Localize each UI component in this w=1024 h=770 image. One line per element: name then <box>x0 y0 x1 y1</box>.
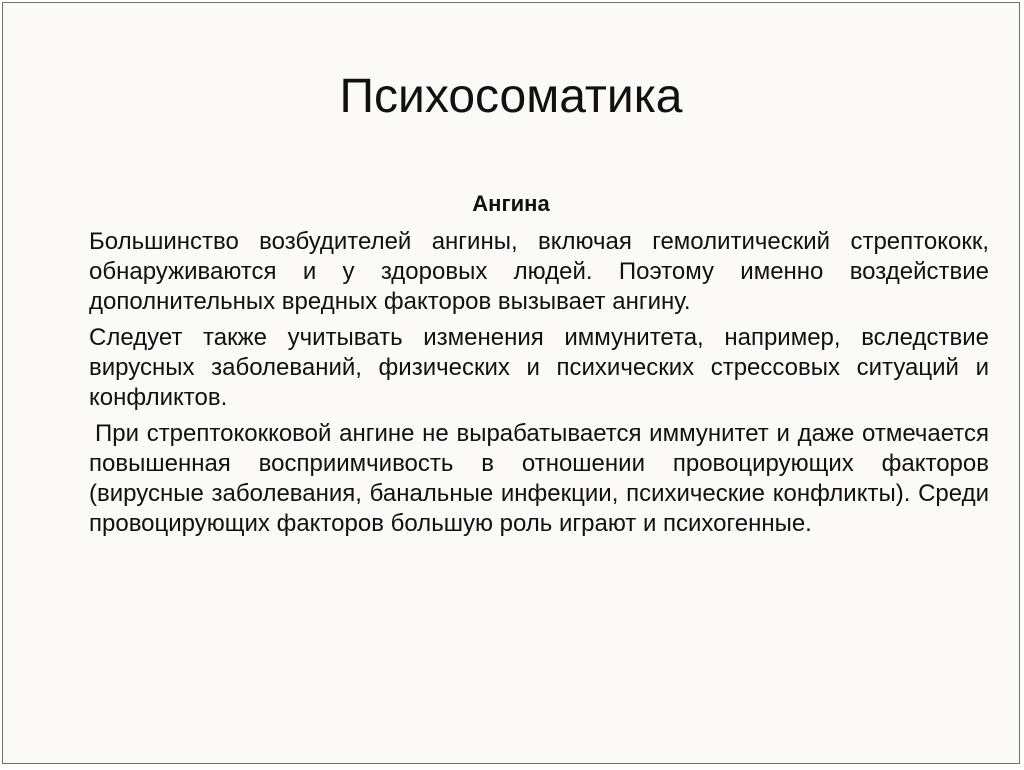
paragraph: При стрептококковой ангине не вырабатывается иммунитет и даже отмечается повышенная восприимчивость в отношении провоцирующих факторов (вирусные заболевания, банальные инфекции, психические конфликты). Среди провоцирующих факторов большую роль играют и психогенные. <box>89 420 989 537</box>
paragraph: Следует также учитывать изменения иммунитета, например, вследствие вирусных заболеваний, физических и психических стрессовых ситуаций и конфликтов. <box>89 324 989 411</box>
paragraph: Большинство возбудителей ангины, включая гемолитический стрептококк, обнаруживаются и у здоровых людей. Поэтому именно воздействие дополнительных вредных факторов вызывает ангину. <box>89 228 989 315</box>
slide <box>2 2 1020 764</box>
slide-body <box>89 227 989 545</box>
slide-subtitle: Ангина <box>472 191 550 216</box>
slide-title: Психосоматика <box>339 70 683 123</box>
